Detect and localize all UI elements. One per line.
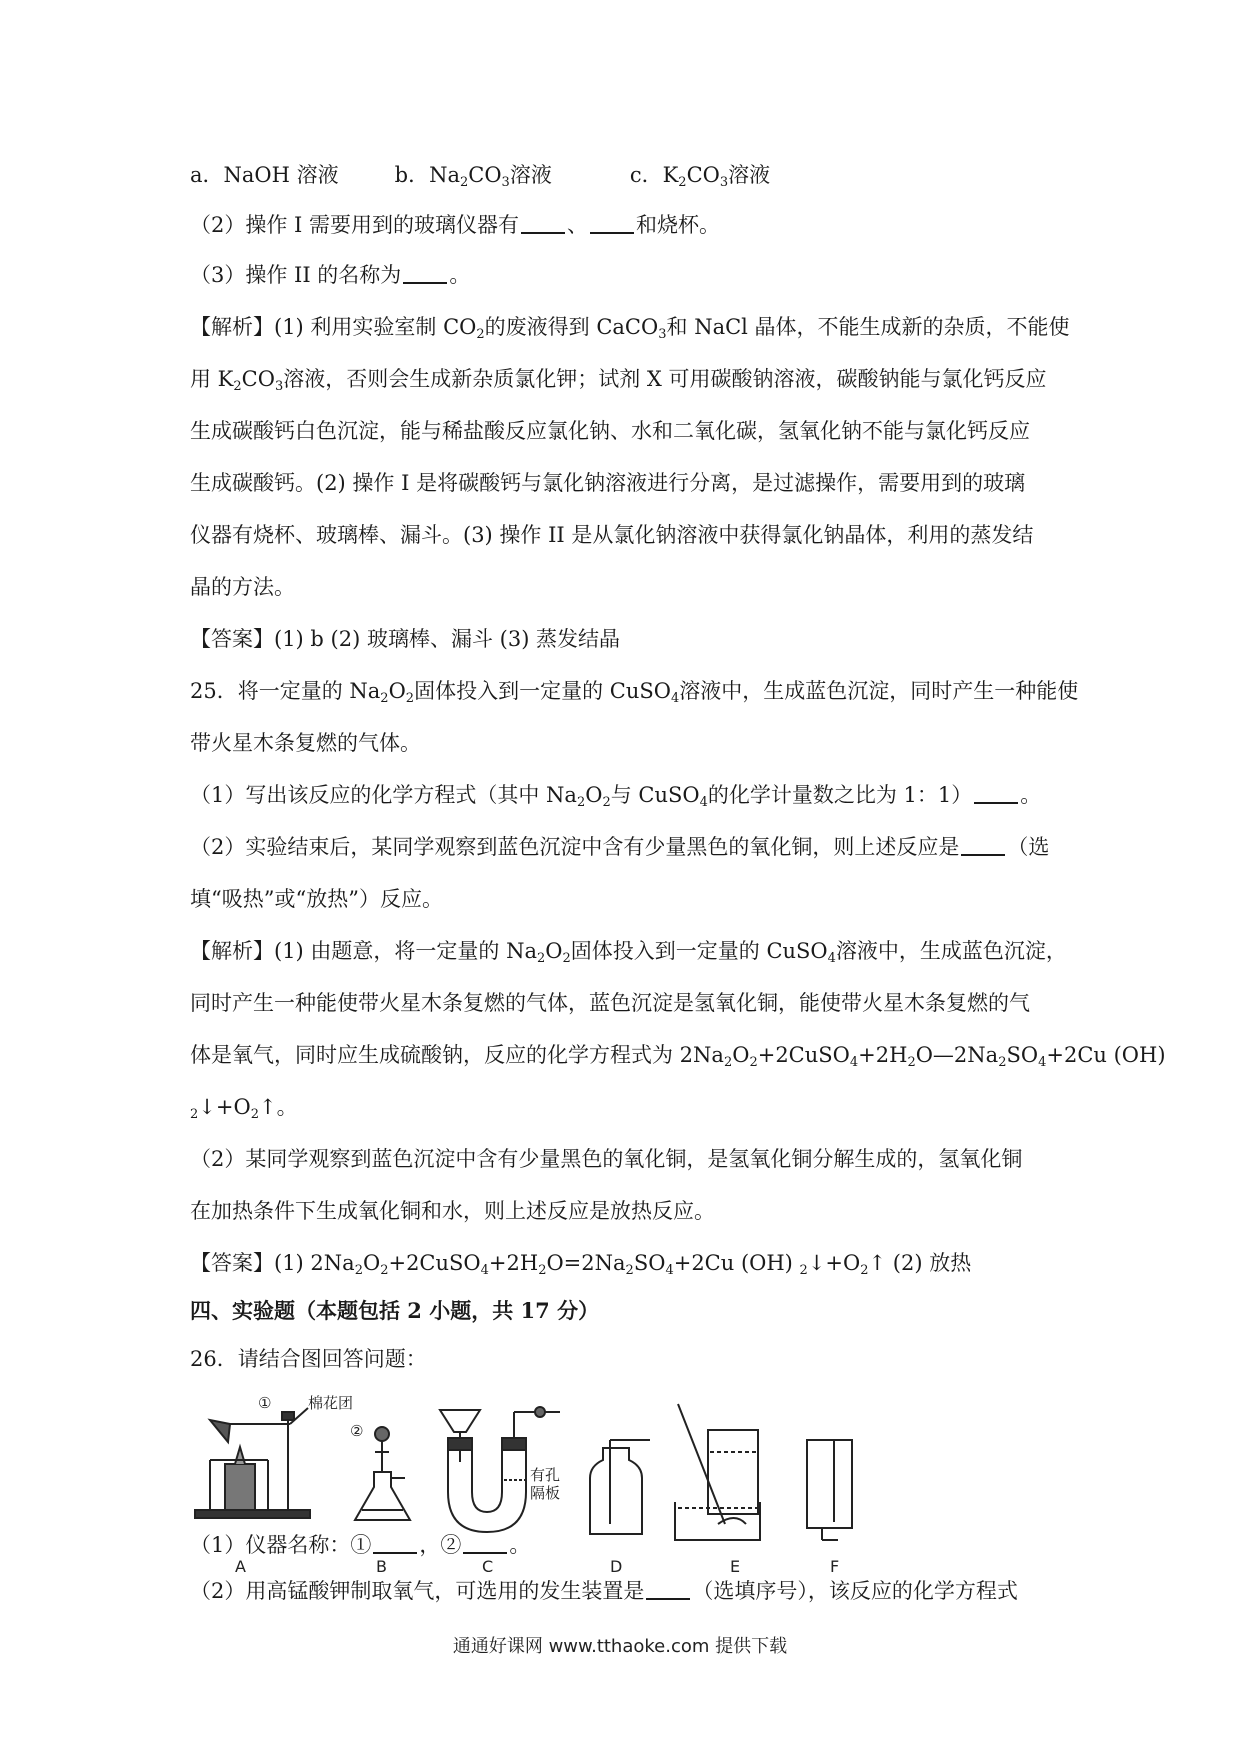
answer-blank — [521, 214, 565, 234]
answer-blank — [590, 214, 634, 234]
q26-title: 26．请结合图回答问题： — [190, 1347, 427, 1371]
apparatus-b — [355, 1427, 410, 1520]
answer-blank — [974, 784, 1018, 804]
analysis24-line3: 生成碳酸钙白色沉淀，能与稀盐酸反应氯化钠、水和二氧化碳，氢氧化钠不能与氯化钙反应 — [190, 419, 1030, 443]
answer24: 【答案】(1) b (2) 玻璃棒、漏斗 (3) 蒸发结晶 — [190, 627, 621, 651]
analysis24-line6: 晶的方法。 — [190, 575, 295, 599]
answer25: 【答案】(1) $2Na_2O_2+2CuSO_4+2H_2O=2Na_2SO_4+2Cu$ (OH) $_2↓+O_2↑$ (2) 放热 — [190, 1251, 972, 1278]
analysis25-line1: 【解析】(1) 由题意，将一定量的 $Na_2O_2$固体投入到一定量的 CuSO$_4$溶液中，生成蓝色沉淀， — [190, 939, 1067, 966]
analysis24-line2: 用 $K_2CO_3$溶液，否则会生成新杂质氯化钾；试剂 X 可用碳酸钠溶液，碳酸钠能与氯化钙反应 — [190, 367, 1047, 394]
option-b: b．$Na_2CO_3$溶液 — [394, 163, 552, 190]
analysis25-line4: $_2↓+O_2↑$。 — [190, 1095, 298, 1122]
label-b: B — [376, 1557, 387, 1576]
q25-part2: （2）实验结束后，某同学观察到蓝色沉淀中含有少量黑色的氧化铜，则上述反应是 （选 — [190, 835, 1050, 859]
footer-text: 通通好课网 www.tthaoke.com 提供下载 — [452, 1636, 788, 1657]
label-d: D — [610, 1557, 623, 1576]
section-heading: 四、实验题（本题包括 2 小题，共 17 分） — [190, 1298, 600, 1323]
q25-part2-line2: 填“吸热”或“放热”）反应。 — [190, 887, 443, 911]
analysis25-line6: 在加热条件下生成氧化铜和水，则上述反应是放热反应。 — [190, 1199, 715, 1223]
analysis24-line1: 【解析】(1) 利用实验室制 $CO_2$的废液得到 CaCO$_3$和 NaCl 晶体，不能生成新的杂质，不能使 — [190, 315, 1070, 342]
analysis25-line3: 体是氧气，同时应生成硫酸钠，反应的化学方程式为 $2Na_2O_2+2CuSO_4+2H_2O—2Na_2SO_4+2Cu$ (OH) — [190, 1043, 1166, 1070]
q25-part1: （1）写出该反应的化学方程式（其中 $Na_2O_2$与 CuSO$_4$的化学计量数之比为 1：1） 。 — [190, 783, 1042, 810]
answer-blank — [463, 1534, 507, 1554]
answer-blank — [961, 836, 1005, 856]
q25-line2: 带火星木条复燃的气体。 — [190, 731, 421, 755]
label-cotton: 棉花团 — [308, 1394, 354, 1412]
label-e: E — [730, 1557, 741, 1576]
q24-part3: （3）操作 II 的名称为 。 — [190, 263, 471, 287]
analysis25-line5: （2）某同学观察到蓝色沉淀中含有少量黑色的氧化铜，是氢氧化铜分解生成的，氢氧化铜 — [190, 1147, 1023, 1171]
q25-line1: 25．将一定量的 $Na_2O_2$固体投入到一定量的 CuSO$_4$溶液中，生成蓝色沉淀，同时产生一种能使 — [190, 679, 1079, 706]
q26-part2: （2）用高锰酸钾制取氧气，可选用的发生装置是 （选填序号），该反应的化学方程式 — [190, 1579, 1018, 1603]
option-a: a．NaOH 溶液 — [190, 163, 339, 187]
apparatus-f — [807, 1440, 852, 1540]
apparatus-diagram — [190, 1392, 990, 1592]
apparatus-figure — [190, 1392, 990, 1592]
answer-blank — [373, 1534, 417, 1554]
q24-part2: （2）操作 I 需要用到的玻璃仪器有 、 和烧杯。 — [190, 213, 721, 237]
option-c: c．$K_2CO_3$溶液 — [629, 163, 771, 190]
mark-2: ② — [350, 1422, 364, 1440]
label-plate-2: 隔板 — [530, 1484, 561, 1502]
options-line — [190, 160, 770, 190]
apparatus-d — [590, 1440, 650, 1534]
label-f: F — [830, 1557, 840, 1576]
apparatus-e — [675, 1404, 760, 1540]
answer-blank — [403, 264, 447, 284]
label-c: C — [482, 1557, 494, 1576]
label-plate-1: 有孔 — [530, 1466, 561, 1484]
answer-blank — [646, 1580, 690, 1600]
q26-part1: （1）仪器名称：① ，② 。 — [190, 1533, 531, 1557]
label-a: A — [235, 1557, 246, 1576]
apparatus-a — [195, 1408, 310, 1518]
analysis24-line4: 生成碳酸钙。(2) 操作 I 是将碳酸钙与氯化钠溶液进行分离，是过滤操作，需要用到的玻璃 — [190, 471, 1026, 495]
mark-1: ① — [258, 1394, 272, 1412]
analysis24-line5: 仪器有烧杯、玻璃棒、漏斗。(3) 操作 II 是从氯化钠溶液中获得氯化钠晶体，利用的蒸发结 — [190, 523, 1034, 547]
analysis25-line2: 同时产生一种能使带火星木条复燃的气体，蓝色沉淀是氢氧化铜，能使带火星木条复燃的气 — [190, 991, 1030, 1015]
